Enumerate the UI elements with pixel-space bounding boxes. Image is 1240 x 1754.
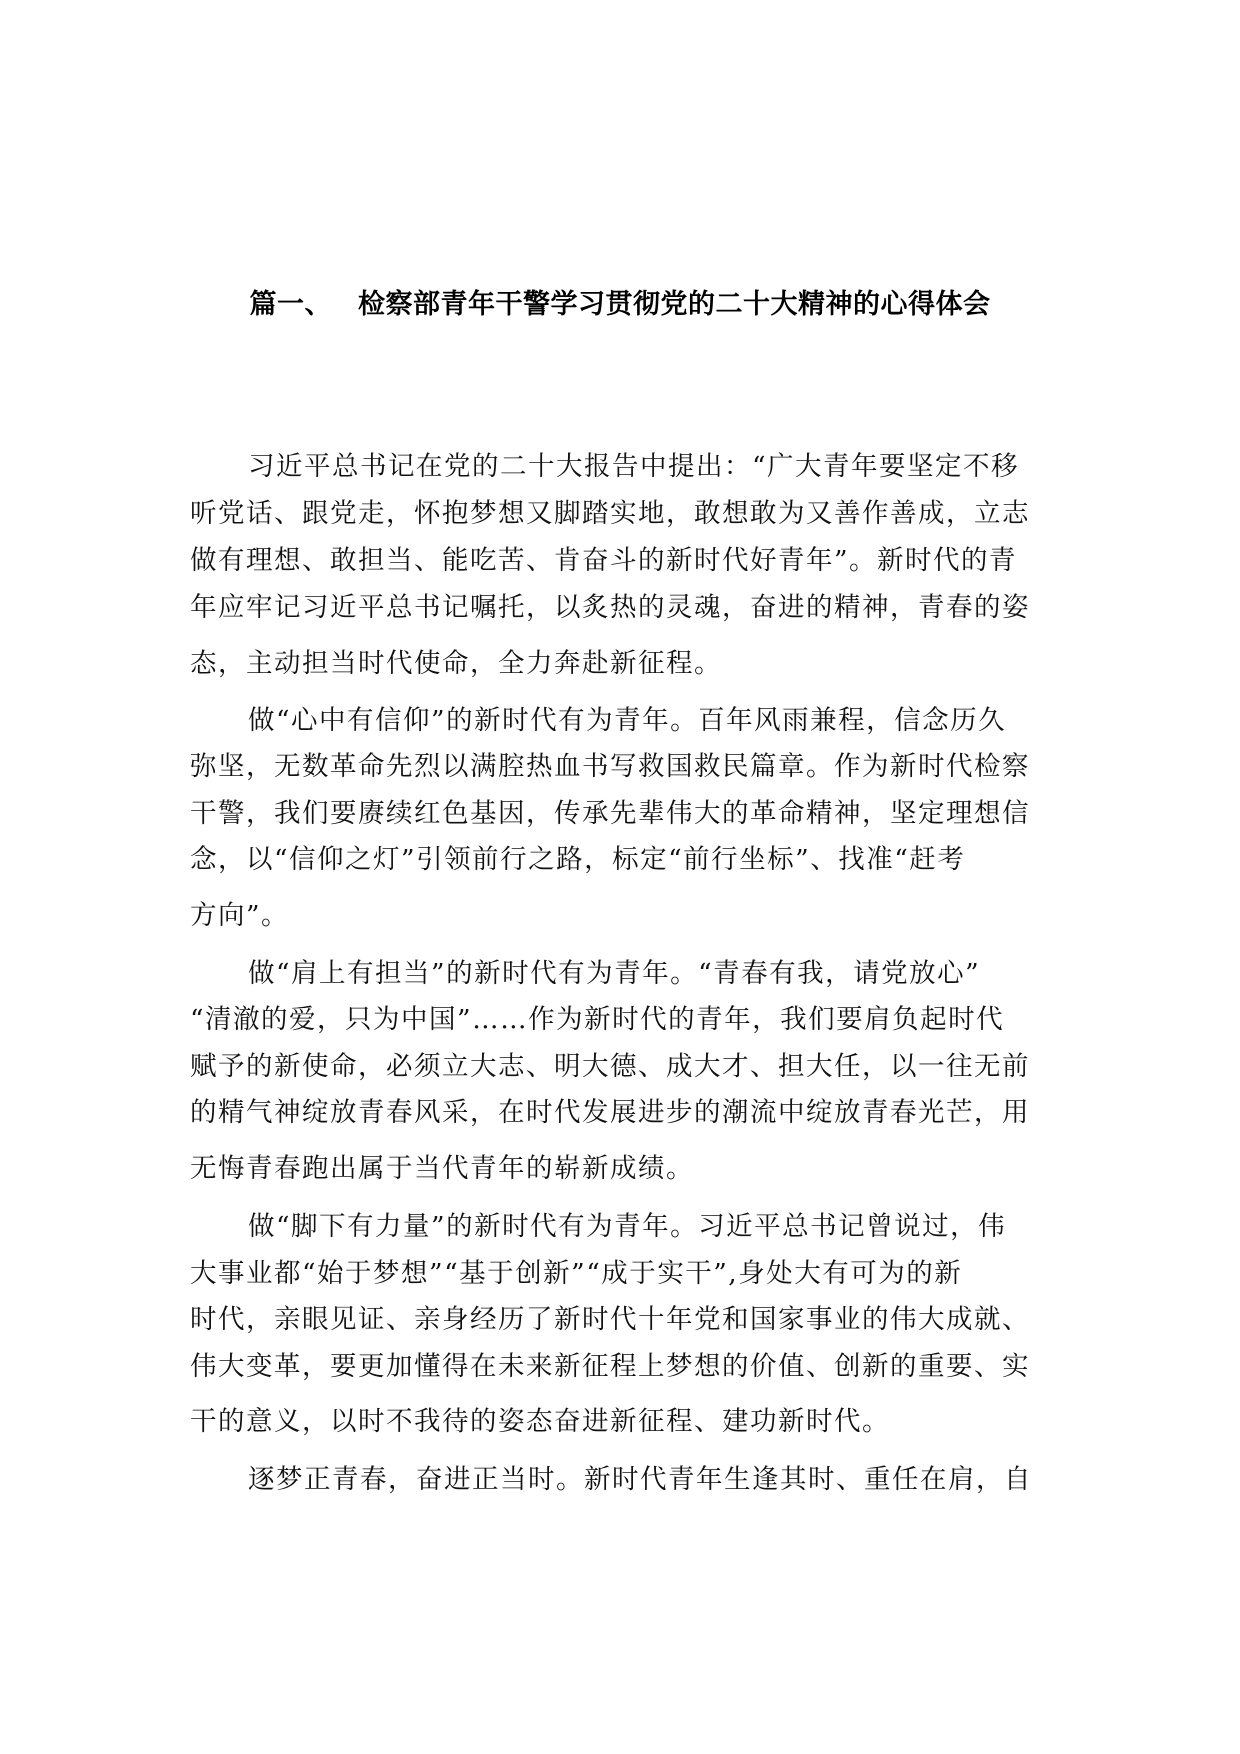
paragraph-line: 伟大变革，要更加懂得在未来新征程上梦想的价值、创新的重要、实 — [190, 1351, 1030, 1382]
paragraph-line: 时代，亲眼见证、亲身经历了新时代十年党和国家事业的伟大成就、 — [190, 1304, 1030, 1335]
paragraph-line: 弥坚，无数革命先烈以满腔热血书写救国救民篇章。作为新时代检察 — [190, 751, 1030, 782]
paragraph-line: 做“脚下有力量”的新时代有为青年。习近平总书记曾说过，伟 — [248, 1211, 1007, 1242]
paragraph-line: 的精气神绽放青春风采，在时代发展进步的潮流中绽放青春光芒，用 — [190, 1097, 1030, 1128]
title-text: 检察部青年干警学习贯彻党的二十大精神的心得体会 — [358, 289, 991, 320]
paragraph-line: 做“心中有信仰”的新时代有为青年。百年风雨兼程，信念历久 — [248, 705, 1007, 736]
document-title — [0, 282, 1240, 321]
paragraph-line: 做“肩上有担当”的新时代有为青年。“青春有我，请党放心” — [248, 958, 981, 989]
paragraph-line: 无悔青春跑出属于当代青年的崭新成绩。 — [190, 1153, 694, 1184]
paragraph-line: 赋予的新使命，必须立大志、明大德、成大才、担大任，以一往无前 — [190, 1051, 1030, 1082]
paragraph-line: 习近平总书记在党的二十大报告中提出：“广大青年要坚定不移 — [248, 451, 1020, 482]
title-prefix: 篇一、 — [249, 289, 332, 320]
paragraph-line: 听党话、跟党走，怀抱梦想又脚踏实地，敢想敢为又善作善成，立志 — [190, 498, 1030, 529]
paragraph-line: 年应牢记习近平总书记嘱托，以炙热的灵魂，奋进的精神，青春的姿 — [190, 592, 1030, 623]
paragraph-line: 逐梦正青春，奋进正当时。新时代青年生逢其时、重任在肩，自 — [248, 1464, 1032, 1495]
paragraph-line: 大事业都“始于梦想”“基于创新”“成于实干”,身处大有可为的新 — [190, 1258, 963, 1289]
paragraph-line: 做有理想、敢担当、能吃苦、肯奋斗的新时代好青年”。新时代的青 — [190, 545, 1018, 576]
paragraph-line: 念，以“信仰之灯”引领前行之路，标定“前行坐标”、找准“赶考 — [190, 844, 966, 875]
paragraph-line: 干警，我们要赓续红色基因，传承先辈伟大的革命精神，坚定理想信 — [190, 798, 1030, 829]
paragraph-line: 干的意义，以时不我待的姿态奋进新征程、建功新时代。 — [190, 1406, 890, 1437]
paragraph-line: 方向”。 — [190, 900, 290, 931]
paragraph-line: “清澈的爱，只为中国”……作为新时代的青年，我们要肩负起时代 — [190, 1004, 1005, 1035]
paragraph-line: 态，主动担当时代使命，全力奔赴新征程。 — [190, 648, 722, 679]
